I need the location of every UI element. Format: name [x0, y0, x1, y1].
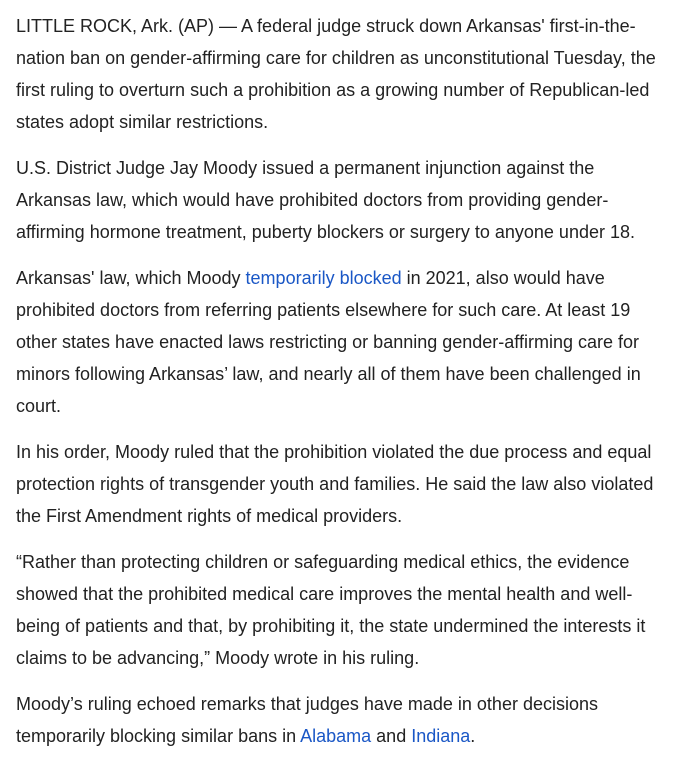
paragraph-4: In his order, Moody ruled that the prohibition violated the due process and equal protection rights of transgender youth and families. He said the law also violated the First Amendment rights of medical providers. — [16, 442, 654, 526]
indiana-link[interactable]: Indiana — [411, 726, 471, 746]
paragraph-2: U.S. District Judge Jay Moody issued a permanent injunction against the Arkansas law, which would have prohibited doctors from providing gender-affirming hormone treatment, puberty blockers or surgery to anyone under 18. — [16, 158, 635, 242]
paragraph-6-text-before: Moody’s ruling echoed remarks that judges have made in other decisions temporarily blocking similar bans in — [16, 694, 598, 746]
paragraph-3 — [16, 262, 664, 422]
paragraph-3-text-before: Arkansas' law, which Moody — [16, 268, 246, 288]
paragraph-6-text-middle: and — [371, 726, 412, 746]
temporarily-blocked-link[interactable]: temporarily blocked — [245, 268, 402, 288]
alabama-link[interactable]: Alabama — [300, 726, 372, 746]
paragraph-5: “Rather than protecting children or safeguarding medical ethics, the evidence showed that the prohibited medical care improves the mental health and well-being of patients and that, by prohibiting it, the state undermined the interests it claims to be advancing,” Moody wrote in his ruling. — [16, 552, 646, 668]
paragraph-1: LITTLE ROCK, Ark. (AP) — A federal judge struck down Arkansas' first-in-the-nation ban on gender-affirming care for children as unconstitutional Tuesday, the first ruling to overturn such a prohibition as a growing number of Republican-led states adopt similar restrictions. — [16, 16, 656, 132]
paragraph-6-text-after: . — [470, 726, 476, 746]
paragraph-6 — [16, 688, 664, 752]
paragraph-3-text-after: in 2021, also would have prohibited doctors from referring patients elsewhere for such care. At least 19 other states have enacted laws restricting or banning gender-affirming care for minors following Arkansas’ law, and nearly all of them have been challenged in court. — [16, 268, 641, 416]
